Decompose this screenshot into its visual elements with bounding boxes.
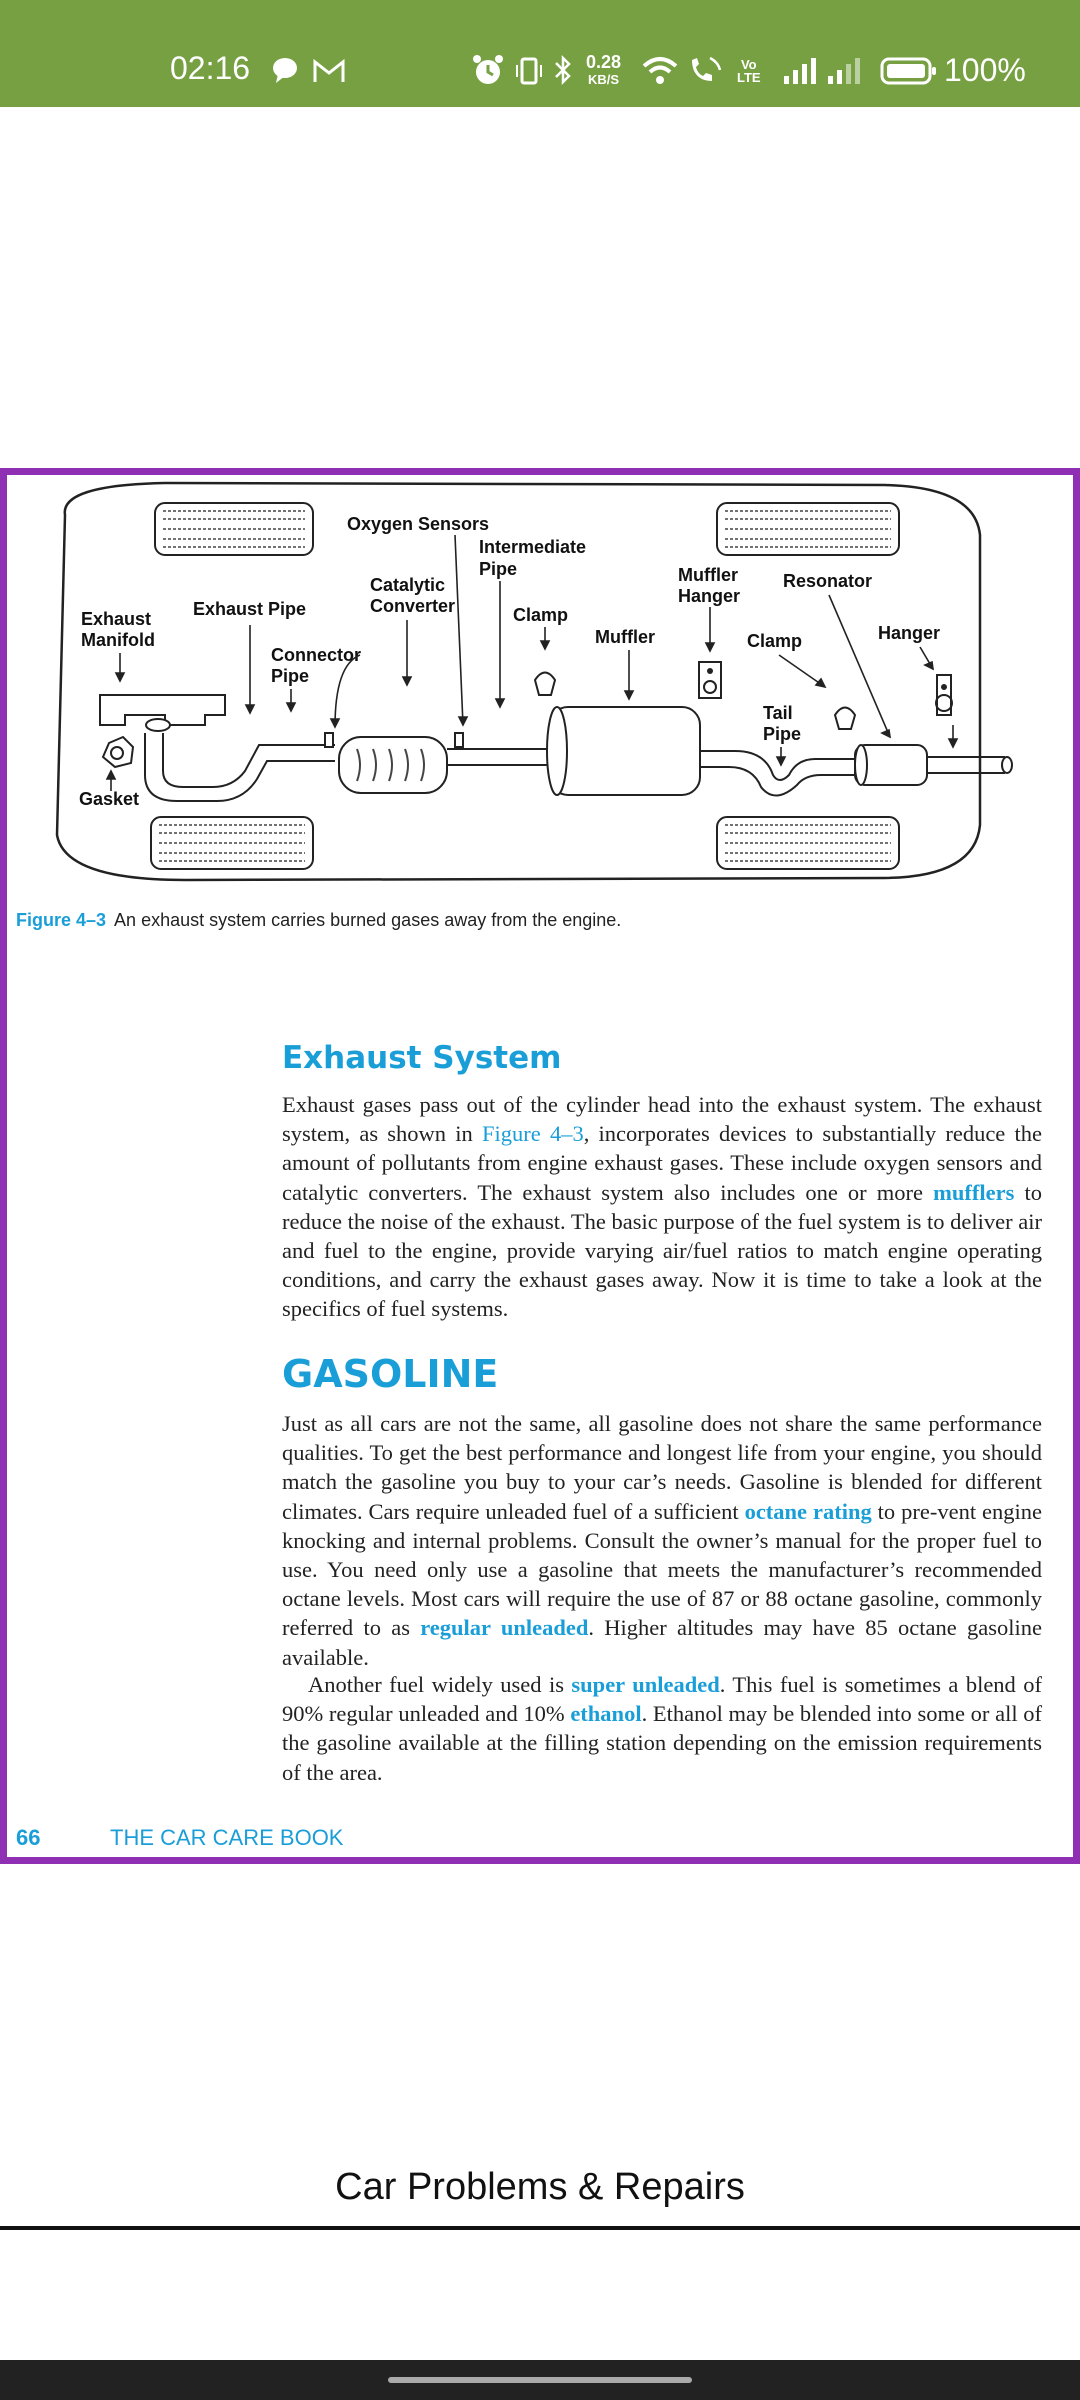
label-tail-pipe: Pipe xyxy=(763,724,802,744)
label-muffler: Muffler xyxy=(595,627,655,647)
gmail-icon xyxy=(312,58,346,84)
paragraph-exhaust-system xyxy=(282,1090,1042,1324)
label-connector: Connector xyxy=(271,645,361,665)
net-speed xyxy=(586,54,621,88)
running-footer-title: THE CAR CARE BOOK xyxy=(110,1825,344,1850)
label-manifold: Manifold xyxy=(81,630,155,650)
figure-number: Figure 4–3 xyxy=(16,910,107,930)
label-gasket: Gasket xyxy=(79,789,140,809)
label-clamp-2: Clamp xyxy=(747,631,803,651)
keyword-regular-unleaded: regular unleaded xyxy=(420,1615,589,1641)
keyword-super-unleaded: super unleaded xyxy=(571,1672,720,1697)
heading-exhaust-system: Exhaust System xyxy=(282,1040,562,1076)
label-oxygen-sensors: Oxygen Sensors xyxy=(347,514,490,534)
gasket xyxy=(103,737,133,767)
label-muffler-top: Muffler xyxy=(678,565,738,585)
p2-text-b: to pre-vent engine knocking and internal problems. Consult the owner’s manual for the proper fuel to use. You need only use a gasoline that meets the manufacturer’s recommended octane levels. Most cars will require the use of 87 or 88 octane gasoline, commonly referred to as xyxy=(282,1498,1042,1641)
heading-gasoline: GASOLINE xyxy=(282,1352,499,1396)
p3-text-c: . Ethanol may be blended into some or all of the gasoline available at the filling station depending on the emission requirements of the area. xyxy=(282,1701,1042,1785)
label-connector-pipe: Pipe xyxy=(271,666,310,686)
oxygen-sensor-2 xyxy=(455,733,463,747)
page-number: 66 xyxy=(16,1825,41,1850)
status-bar xyxy=(0,0,1080,107)
volte-indicator xyxy=(737,58,761,84)
alarm-icon xyxy=(472,54,504,86)
vibrate-icon xyxy=(514,56,544,86)
net-speed-value: 0.28 xyxy=(586,52,622,72)
oxygen-sensor-1 xyxy=(325,733,333,747)
exhaust-system-diagram xyxy=(45,475,1025,895)
p1-text-b: , incorporates devices to substantially reduce the amount of pollutants from engine exhaust gases. These include oxygen sensors and catalytic converters. The exhaust system also includes one or more xyxy=(282,1121,1043,1205)
signal-strength-2-icon xyxy=(826,56,864,86)
paragraph-gasoline-1 xyxy=(282,1409,1042,1672)
p1-text-a: Exhaust gases pass out of the cylinder head into the exhaust system. The exhaust system, as shown in xyxy=(282,1092,1042,1147)
label-exhaust-pipe: Exhaust Pipe xyxy=(193,599,307,619)
volte-bottom: LTE xyxy=(737,70,761,85)
document-title[interactable]: Car Problems & Repairs xyxy=(335,2166,745,2208)
wifi-calling-icon xyxy=(686,54,726,86)
clamp-2 xyxy=(835,708,855,730)
tire-rear-left xyxy=(717,503,899,555)
wifi-icon xyxy=(640,54,680,86)
navigation-bar xyxy=(0,2360,1080,2400)
keyword-ethanol: ethanol xyxy=(570,1701,642,1727)
net-speed-unit: KB/S xyxy=(587,72,620,87)
figure-caption xyxy=(16,910,621,931)
catalytic-converter xyxy=(339,737,447,793)
p2-text-a: Just as all cars are not the same, all gasoline does not share the same performance qualities. To get the best performance and longest life from your engine, you should match the gasoline you buy to your car’s needs. Gasoline is blended for different climates. Cars require unleaded fuel of a sufficient xyxy=(282,1411,1042,1524)
label-exhaust: Exhaust xyxy=(81,609,152,629)
label-resonator: Resonator xyxy=(783,571,873,591)
muffler xyxy=(547,707,700,795)
battery-percent: 100% xyxy=(944,52,1026,88)
label-clamp-1: Clamp xyxy=(513,605,569,625)
label-catalytic: Catalytic xyxy=(370,575,446,595)
resonator xyxy=(855,745,927,785)
p3-text-a: Another fuel widely used is xyxy=(308,1672,572,1697)
paragraph-gasoline-2 xyxy=(282,1670,1042,1787)
tire-front-right xyxy=(151,817,313,869)
label-hanger-top: Hanger xyxy=(678,586,741,606)
clamp-1 xyxy=(535,673,555,696)
gesture-handle[interactable] xyxy=(388,2377,692,2383)
chat-bubble-icon xyxy=(270,56,300,84)
outlet-pipe xyxy=(927,757,1005,773)
title-divider xyxy=(0,2226,1080,2230)
figure-caption-text: An exhaust system carries burned gases away from the engine. xyxy=(114,910,622,930)
p3-text-b: . This fuel is sometimes a blend of 90% regular unleaded and 10% xyxy=(282,1672,1042,1727)
muffler-hanger xyxy=(699,662,721,698)
keyword-octane-rating: octane rating xyxy=(744,1498,872,1524)
p2-text-c: . Higher altitudes may have 85 octane gasoline available. xyxy=(282,1615,1042,1670)
volte-top: Vo xyxy=(740,57,757,72)
label-tail: Tail xyxy=(763,703,793,723)
keyword-mufflers: mufflers xyxy=(933,1179,1015,1205)
clock: 02:16 xyxy=(170,50,251,86)
tire-front-left xyxy=(155,503,313,555)
label-intermediate: Intermediate xyxy=(479,537,587,557)
figure-reference-link[interactable]: Figure 4–3 xyxy=(482,1121,584,1147)
manifold-port xyxy=(146,719,170,731)
signal-strength-icon xyxy=(782,56,820,86)
label-intermediate-pipe: Pipe xyxy=(479,559,518,579)
label-converter: Converter xyxy=(370,596,456,616)
battery-icon xyxy=(880,56,938,86)
p1-text-c: to reduce the noise of the exhaust. The basic purpose of the fuel system is to deliver air and fuel to the engine, provide varying air/fuel ratios to match engine operating conditions, and carry the exhaust gases away. Now it is time to take a look at the specifics of fuel systems. xyxy=(282,1179,1042,1322)
rear-hanger xyxy=(936,675,952,715)
label-hanger: Hanger xyxy=(878,623,941,643)
intermediate-pipe xyxy=(447,749,550,765)
bluetooth-icon xyxy=(552,54,574,86)
tire-rear-right xyxy=(717,817,899,869)
